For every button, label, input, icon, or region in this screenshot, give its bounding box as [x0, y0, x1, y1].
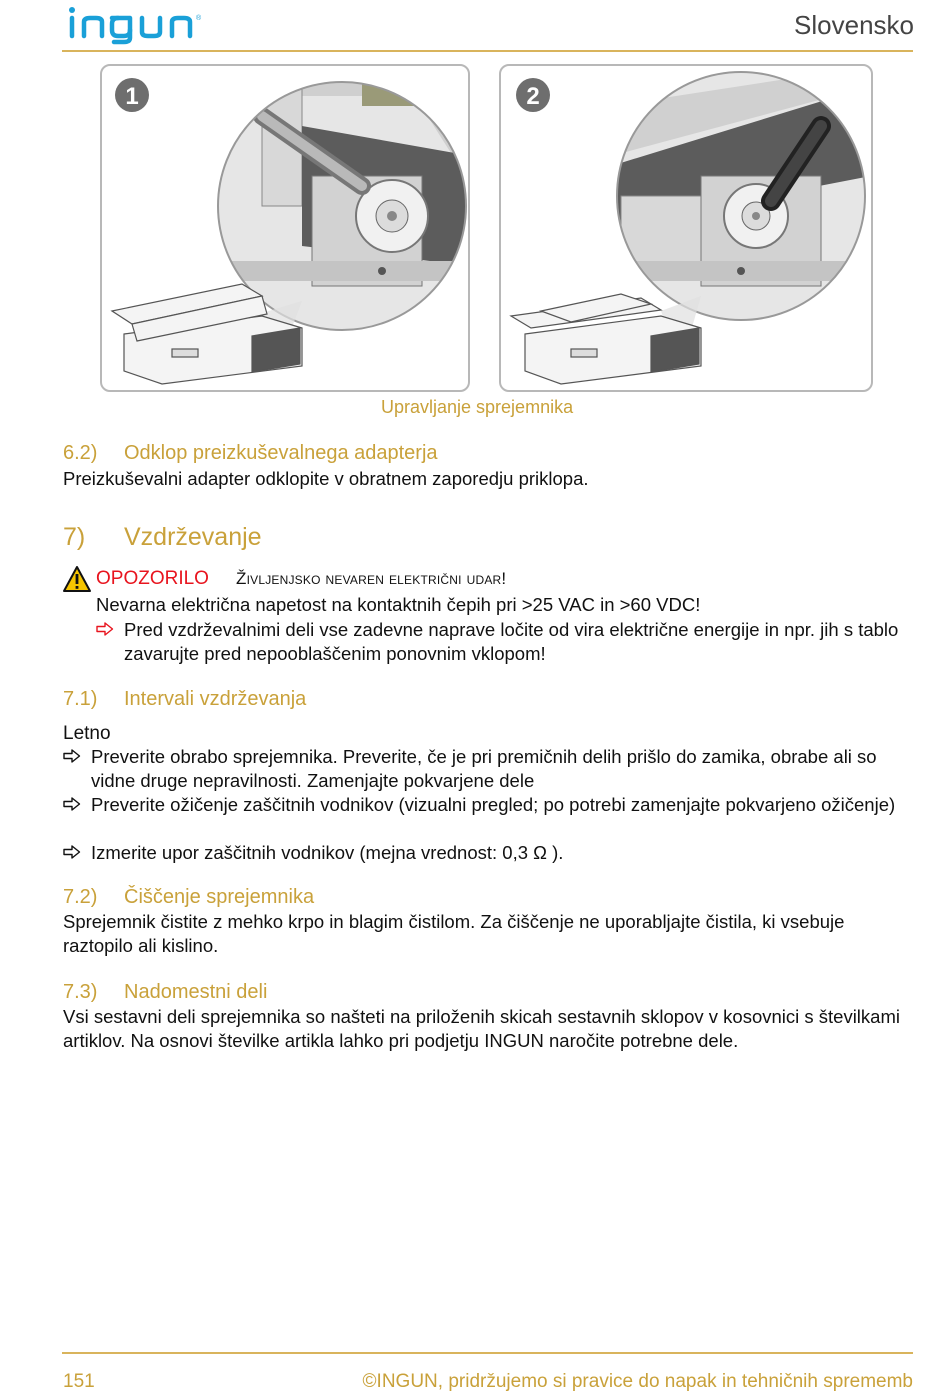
list-item-text: Preverite ožičenje zaščitnih vodnikov (vizualni pregled; po potrebi zamenjajte pokvarjeno ožičenje)	[91, 794, 896, 815]
arrow-right-icon	[96, 622, 114, 636]
section-7-3-title: Nadomestni deli	[124, 981, 268, 1003]
figure-2-operating-receiver	[499, 64, 873, 392]
warning-text: Nevarna električna napetost na kontaktnih čepih pri >25 VAC in >60 VDC!	[96, 594, 701, 615]
section-6-2-text: Preizkuševalni adapter odklopite v obratnem zaporedju priklopa.	[63, 468, 589, 489]
section-7-2-number: 7.2)	[63, 886, 98, 908]
figure-2-number: 2	[526, 83, 540, 110]
list-item-text: Izmerite upor zaščitnih vodnikov (mejna vrednost: 0,3 Ω ).	[91, 842, 564, 863]
language-label: Slovensko	[794, 10, 914, 40]
warning-label: OPOZORILO	[96, 568, 209, 589]
section-7-3-text: Vsi sestavni deli sprejemnika so našteti na priloženih skicah sestavnih sklopov v kosovnici s številkami artiklov. Na osnovi številke artikla lahko pri podjetju INGUN naročite potrebne dele.	[63, 1006, 900, 1051]
footer-rule	[62, 1352, 913, 1354]
arrow-right-icon	[63, 845, 81, 859]
figure-1-operating-receiver	[100, 64, 470, 392]
header-rule	[62, 50, 913, 52]
warning-action: Pred vzdrževalnimi deli vse zadevne naprave ločite od vira električne energije in npr. jih s tablo zavarujte pred nepooblaščenim ponovnim vklopom!	[124, 619, 899, 664]
section-7-title: Vzdrževanje	[124, 523, 262, 551]
page-number: 151	[63, 1371, 95, 1392]
figure-1-number: 1	[125, 83, 139, 110]
figure-caption: Upravljanje sprejemnika	[381, 397, 574, 417]
figure-1-illustration	[102, 66, 468, 390]
warning-title: Življenjsko nevaren električni udar!	[236, 569, 507, 588]
section-7-2-title: Čiščenje sprejemnika	[124, 886, 315, 908]
section-7-2-text: Sprejemnik čistite z mehko krpo in blagim čistilom. Za čiščenje ne uporabljajte čistila, ki vsebuje raztopilo ali kislino.	[63, 911, 845, 956]
svg-text:®: ®	[196, 15, 202, 22]
arrow-right-icon	[63, 749, 81, 763]
section-7-1-subheading: Letno	[63, 723, 111, 744]
list-item-text: Preverite obrabo sprejemnika. Preverite, če je pri premičnih delih prišlo do zamika, obrabe ali so vidne druge nepravilnosti. Zamenjajte pokvarjene dele	[91, 746, 877, 791]
section-6-2-number: 6.2)	[63, 442, 98, 464]
warning-triangle-icon	[62, 565, 92, 593]
arrow-right-icon	[63, 797, 81, 811]
section-7-1-number: 7.1)	[63, 688, 98, 710]
section-7-number: 7)	[63, 523, 86, 551]
footer-copyright: ©INGUN, pridržujemo si pravice do napak in tehničnih sprememb	[362, 1371, 913, 1392]
ingun-logo	[66, 4, 226, 46]
figure-2-illustration	[501, 66, 871, 390]
section-6-2-title: Odklop preizkuševalnega adapterja	[124, 442, 438, 464]
section-7-3-number: 7.3)	[63, 981, 98, 1003]
section-7-1-title: Intervali vzdrževanja	[124, 688, 307, 710]
